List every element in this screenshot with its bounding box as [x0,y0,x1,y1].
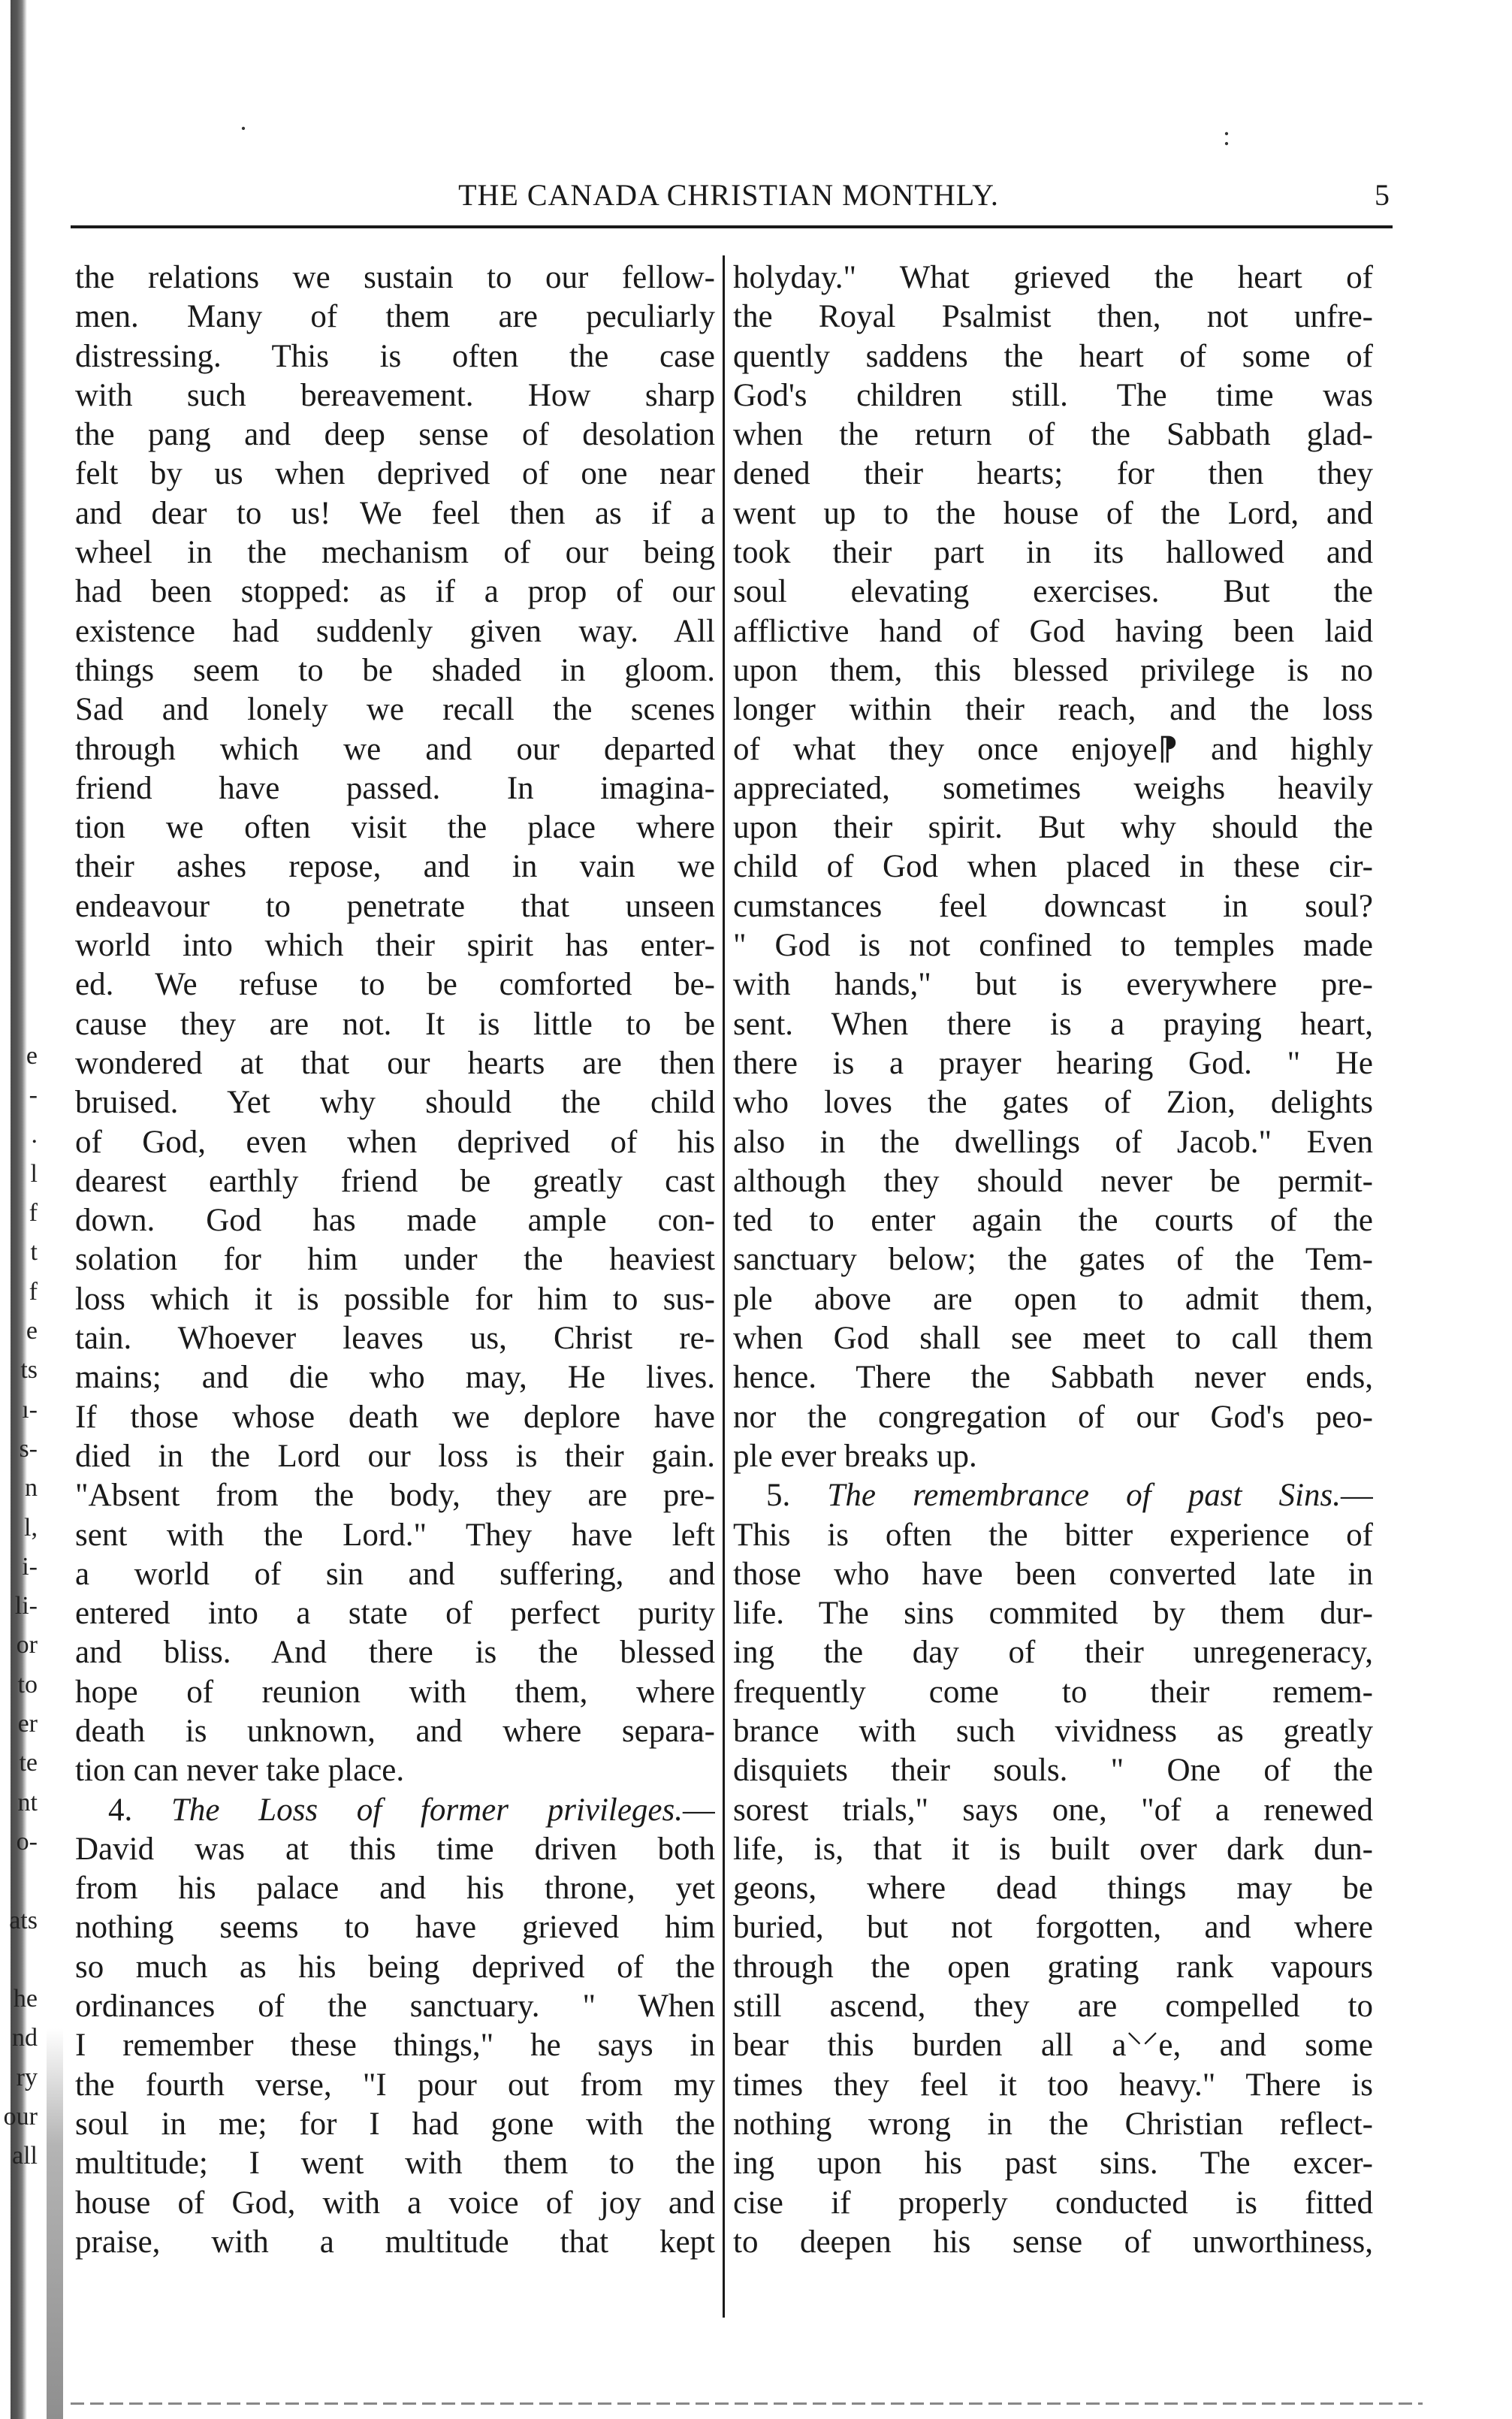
fragment-text: f [29,1199,38,1228]
text-line [733,2066,1373,2105]
text-line [75,1987,715,2026]
text-line [733,376,1373,415]
text-run: distressing. This is often the case [75,338,715,374]
text-line [75,651,715,690]
fragment-text: he [13,1985,38,2013]
text-line [733,1830,1373,1869]
binding-shadow [47,2028,63,2419]
text-line [733,1005,1373,1044]
text-run: solation for him under the heaviest [75,1242,715,1278]
fragment-text: e [26,1317,38,1345]
text-line [75,965,715,1004]
text-run: praise, with a multitude that kept [75,2224,715,2260]
text-line [75,1005,715,1044]
text-run: the Royal Psalmist then, not unfre- [733,299,1373,335]
text-line [733,533,1373,572]
text-line [75,1123,715,1162]
text-run: disquiets their souls. " One of the [733,1753,1373,1789]
text-run: house of God, with a voice of joy and [75,2185,715,2221]
text-line [733,769,1373,808]
fragment-text: . [31,1120,38,1149]
text-line [75,2144,715,2183]
text-line [75,1162,715,1201]
text-run: to deepen his sense of unworthiness, [733,2224,1373,2260]
text-run: soul in me; for I had gone with the [75,2106,715,2142]
text-line [733,1476,1373,1515]
text-run: 5. [766,1478,828,1514]
text-line [75,455,715,494]
text-line [733,1555,1373,1594]
text-line [733,1712,1373,1751]
text-run: their ashes repose, and in vain we [75,849,715,885]
text-line [75,730,715,769]
text-line [75,1948,715,1987]
fragment-text: nt [17,1788,38,1817]
text-run: with such bereavement. How sharp [75,377,715,413]
fragment-text: all [12,2142,38,2170]
text-line [75,2223,715,2262]
fragment-text [0,1862,38,1901]
text-line [733,887,1373,926]
text-run: friend have passed. In imagina- [75,770,715,806]
text-line [733,494,1373,533]
text-line [75,926,715,965]
text-line [75,1751,715,1790]
text-run: brance with such vividness as greatly [733,1713,1373,1749]
text-line [75,494,715,533]
text-line [733,1791,1373,1830]
text-line [733,297,1373,337]
text-line [75,1358,715,1397]
text-line [733,1319,1373,1358]
text-run: holyday." What grieved the heart of [733,260,1373,295]
text-line [75,1044,715,1083]
fragment-text: ats [9,1906,38,1934]
text-run: existence had suddenly given way. All [75,613,715,649]
text-run: also in the dwellings of Jacob." Even [733,1124,1373,1160]
text-line [733,1044,1373,1083]
text-line [733,1987,1373,2026]
text-run: nothing wrong in the Christian reflect- [733,2106,1373,2142]
text-run: death is unknown, and where separa- [75,1713,715,1749]
text-line [733,572,1373,612]
fragment-text: er [17,1710,38,1738]
text-line [733,1358,1373,1397]
text-line [75,1398,715,1437]
text-run: If those whose death we deplore have [75,1399,715,1435]
text-line [733,965,1373,1004]
text-run: — [683,1792,715,1828]
text-run: cumstances feel downcast in soul? [733,888,1373,924]
text-line [733,415,1373,455]
text-line [75,258,715,297]
print-speck: · [239,113,248,143]
text-line [733,1751,1373,1790]
footer-rule [71,2402,1423,2405]
text-run: tion can never take place. [75,1753,405,1789]
text-line [733,1240,1373,1279]
text-run: dearest earthly friend be greatly cast [75,1163,715,1199]
fragment-text: t [30,1238,38,1267]
text-line [75,415,715,455]
text-run: tion we often visit the place where [75,810,715,846]
text-run: tain. Whoever leaves us, Christ re- [75,1321,715,1357]
text-line [733,2144,1373,2183]
text-run: longer within their reach, and the loss [733,692,1373,728]
text-line [75,1830,715,1869]
text-run: bear this burden all a⸌⸍e, and some [733,2028,1373,2064]
text-run: when the return of the Sabbath glad- [733,417,1373,453]
text-run: ted to enter again the courts of the [733,1203,1373,1239]
text-line [75,808,715,847]
text-run: the fourth verse, "I pour out from my [75,2067,715,2103]
text-line [75,572,715,612]
fragment-text: n [25,1474,38,1502]
text-line [75,533,715,572]
text-run: had been stopped: as if a prop of our [75,574,715,610]
text-line [733,2026,1373,2065]
text-run: so much as his being deprived of the [75,1949,715,1985]
adjacent-page-fragments [0,1037,38,2176]
text-line [733,730,1373,769]
text-run: child of God when placed in these cir- [733,849,1373,885]
text-run: ing upon his past sins. The excer- [733,2146,1373,2182]
text-run: cause they are not. It is little to be [75,1006,715,1042]
text-line [733,455,1373,494]
text-line [75,612,715,651]
text-line [75,769,715,808]
text-run: buried, but not forgotten, and where [733,1910,1373,1946]
text-run: Sad and lonely we recall the scenes [75,692,715,728]
text-run: through the open grating rank vapours [733,1949,1373,1985]
text-line [733,337,1373,376]
text-line [75,2026,715,2065]
text-line [733,1948,1373,1987]
text-line [733,808,1373,847]
text-run: bruised. Yet why should the child [75,1085,715,1121]
text-run: world into which their spirit has enter- [75,928,715,964]
text-line [75,297,715,337]
text-run: geons, where dead things may be [733,1871,1373,1907]
text-run: wondered at that our hearts are then [75,1045,715,1081]
text-run: life. The sins commited by them dur- [733,1596,1373,1632]
text-run: still ascend, they are compelled to [733,1989,1373,2025]
text-line [75,1908,715,1947]
text-run: went up to the house of the Lord, and [733,495,1373,531]
text-run: died in the Lord our loss is their gain. [75,1438,715,1474]
text-run: sent. When there is a praying heart, [733,1006,1373,1042]
text-run: nor the congregation of our God's peo- [733,1399,1373,1435]
text-line [733,926,1373,965]
text-line [75,887,715,926]
text-run: endeavour to penetrate that unseen [75,888,715,924]
fragment-text: f [29,1277,38,1306]
text-line [733,2223,1373,2262]
text-run: of God, even when deprived of his [75,1124,715,1160]
text-run: the pang and deep sense of desolation [75,417,715,453]
text-run: hope of reunion with them, where [75,1674,715,1710]
text-run: soul elevating exercises. But the [733,574,1373,610]
text-line [75,1240,715,1279]
text-run: when God shall see meet to call them [733,1321,1373,1357]
text-line [75,1869,715,1908]
fragment-text: to [17,1670,38,1699]
text-run: ple ever breaks up. [733,1438,977,1474]
text-line [75,2184,715,2223]
fragment-text: i- [22,1552,38,1581]
text-run: those who have been converted late in [733,1556,1373,1592]
text-run: quently saddens the heart of some of [733,338,1373,374]
text-line [75,1476,715,1515]
text-run: of what they once enjoye⁋ and highly [733,731,1373,767]
right-text-column [733,258,1373,2262]
text-run: wheel in the mechanism of our being [75,535,715,571]
text-run: mains; and die who may, He lives. [75,1360,715,1396]
text-run: " God is not confined to temples made [733,928,1373,964]
column-divider [723,255,725,2318]
italic-heading: The Loss of former privileges. [171,1792,684,1828]
text-line [733,1398,1373,1437]
fragment-text: l [30,1159,38,1188]
fragment-text: s- [19,1434,38,1463]
text-line [733,1123,1373,1162]
text-line [75,1319,715,1358]
text-line [733,258,1373,297]
text-run: down. God has made ample con- [75,1203,715,1239]
text-run: appreciated, sometimes weighs heavily [733,770,1373,806]
text-run: — [1341,1478,1373,1514]
text-run: "Absent from the body, they are pre- [75,1478,715,1514]
text-line [733,1083,1373,1122]
text-run: entered into a state of perfect purity [75,1596,715,1632]
text-line [733,2105,1373,2144]
header-rule [71,225,1393,228]
text-line [75,1633,715,1672]
text-run: who loves the gates of Zion, delights [733,1085,1373,1121]
text-run: a world of sin and suffering, and [75,1556,715,1592]
text-run: sanctuary below; the gates of the Tem- [733,1242,1373,1278]
text-run: I remember these things," he says in [75,2028,715,2064]
text-run: ing the day of their unregeneracy, [733,1635,1373,1671]
text-line [733,1908,1373,1947]
text-line [75,337,715,376]
text-line [75,1516,715,1555]
text-line [733,1633,1373,1672]
text-run: upon them, this blessed privilege is no [733,652,1373,688]
text-run: life, is, that it is built over dark dun- [733,1831,1373,1867]
text-run: with hands," but is everywhere pre- [733,967,1373,1003]
text-run: multitude; I went with them to the [75,2146,715,2182]
text-line [75,1594,715,1633]
fragment-text: - [29,1081,38,1110]
fragment-text: or [16,1631,38,1659]
fragment-text: nd [12,2024,38,2052]
text-run: ed. We refuse to be comforted be- [75,967,715,1003]
text-line [733,1516,1373,1555]
text-run: although they should never be permit- [733,1163,1373,1199]
text-run: frequently come to their remem- [733,1674,1373,1710]
text-line [733,1869,1373,1908]
text-line [733,1437,1373,1476]
text-run: loss which it is possible for him to sus- [75,1281,715,1317]
text-line [733,1201,1373,1240]
text-run: from his palace and his throne, yet [75,1871,715,1907]
fragment-text: ry [16,2063,38,2091]
left-text-column [75,258,715,2262]
text-run: David was at this time driven both [75,1831,715,1867]
text-run: sent with the Lord." They have left [75,1517,715,1553]
text-line [733,1594,1373,1633]
text-run: hence. There the Sabbath never ends, [733,1360,1373,1396]
fragment-text: ts [20,1356,38,1385]
print-speck: : [1223,121,1231,151]
text-line [75,690,715,729]
text-run: felt by us when deprived of one near [75,456,715,492]
text-run: men. Many of them are peculiarly [75,299,715,335]
fragment-text: our [3,2103,38,2131]
text-line [733,690,1373,729]
text-line [75,1083,715,1122]
text-run: there is a prayer hearing God. " He [733,1045,1373,1081]
text-run: God's children still. The time was [733,377,1373,413]
fragment-text: ı- [22,1395,38,1424]
text-line [733,651,1373,690]
text-line [75,847,715,886]
text-run: times they feel it too heavy." There is [733,2067,1373,2103]
text-line [75,1791,715,1830]
text-run: dened their hearts; for then they [733,456,1373,492]
text-line [75,1673,715,1712]
fragment-text: li- [14,1592,38,1620]
fragment-text: te [19,1749,38,1777]
text-run: ple above are open to admit them, [733,1281,1373,1317]
italic-heading: The remembrance of past Sins. [827,1478,1341,1514]
text-line [75,2105,715,2144]
text-line [75,1712,715,1751]
text-run: through which we and our departed [75,731,715,767]
text-line [75,1437,715,1476]
fragment-text: l, [24,1513,38,1542]
text-run: upon their spirit. But why should the [733,810,1373,846]
text-line [733,1162,1373,1201]
text-line [75,1280,715,1319]
text-run: afflictive hand of God having been laid [733,613,1373,649]
text-line [733,612,1373,651]
text-run: and dear to us! We feel then as if a [75,495,715,531]
text-line [75,1555,715,1594]
fragment-text: e [26,1042,38,1070]
text-line [733,847,1373,886]
fragment-text [0,1940,38,1980]
page-number: 5 [1375,178,1390,212]
text-run: took their part in its hallowed and [733,535,1373,571]
text-run: things seem to be shaded in gloom. [75,652,715,688]
text-line [733,2184,1373,2223]
text-line [75,1201,715,1240]
text-run: ordinances of the sanctuary. " When [75,1989,715,2025]
text-line [75,376,715,415]
text-run: 4. [108,1792,171,1828]
text-run: nothing seems to have grieved him [75,1910,715,1946]
running-title: THE CANADA CHRISTIAN MONTHLY. [458,178,999,212]
text-run: cise if properly conducted is fitted [733,2185,1373,2221]
text-run: and bliss. And there is the blessed [75,1635,715,1671]
text-line [75,2066,715,2105]
text-run: This is often the bitter experience of [733,1517,1373,1553]
text-line [733,1673,1373,1712]
text-run: the relations we sustain to our fellow- [75,260,715,295]
fragment-text: o- [16,1827,38,1856]
text-line [733,1280,1373,1319]
text-run: sorest trials," says one, "of a renewed [733,1792,1373,1828]
